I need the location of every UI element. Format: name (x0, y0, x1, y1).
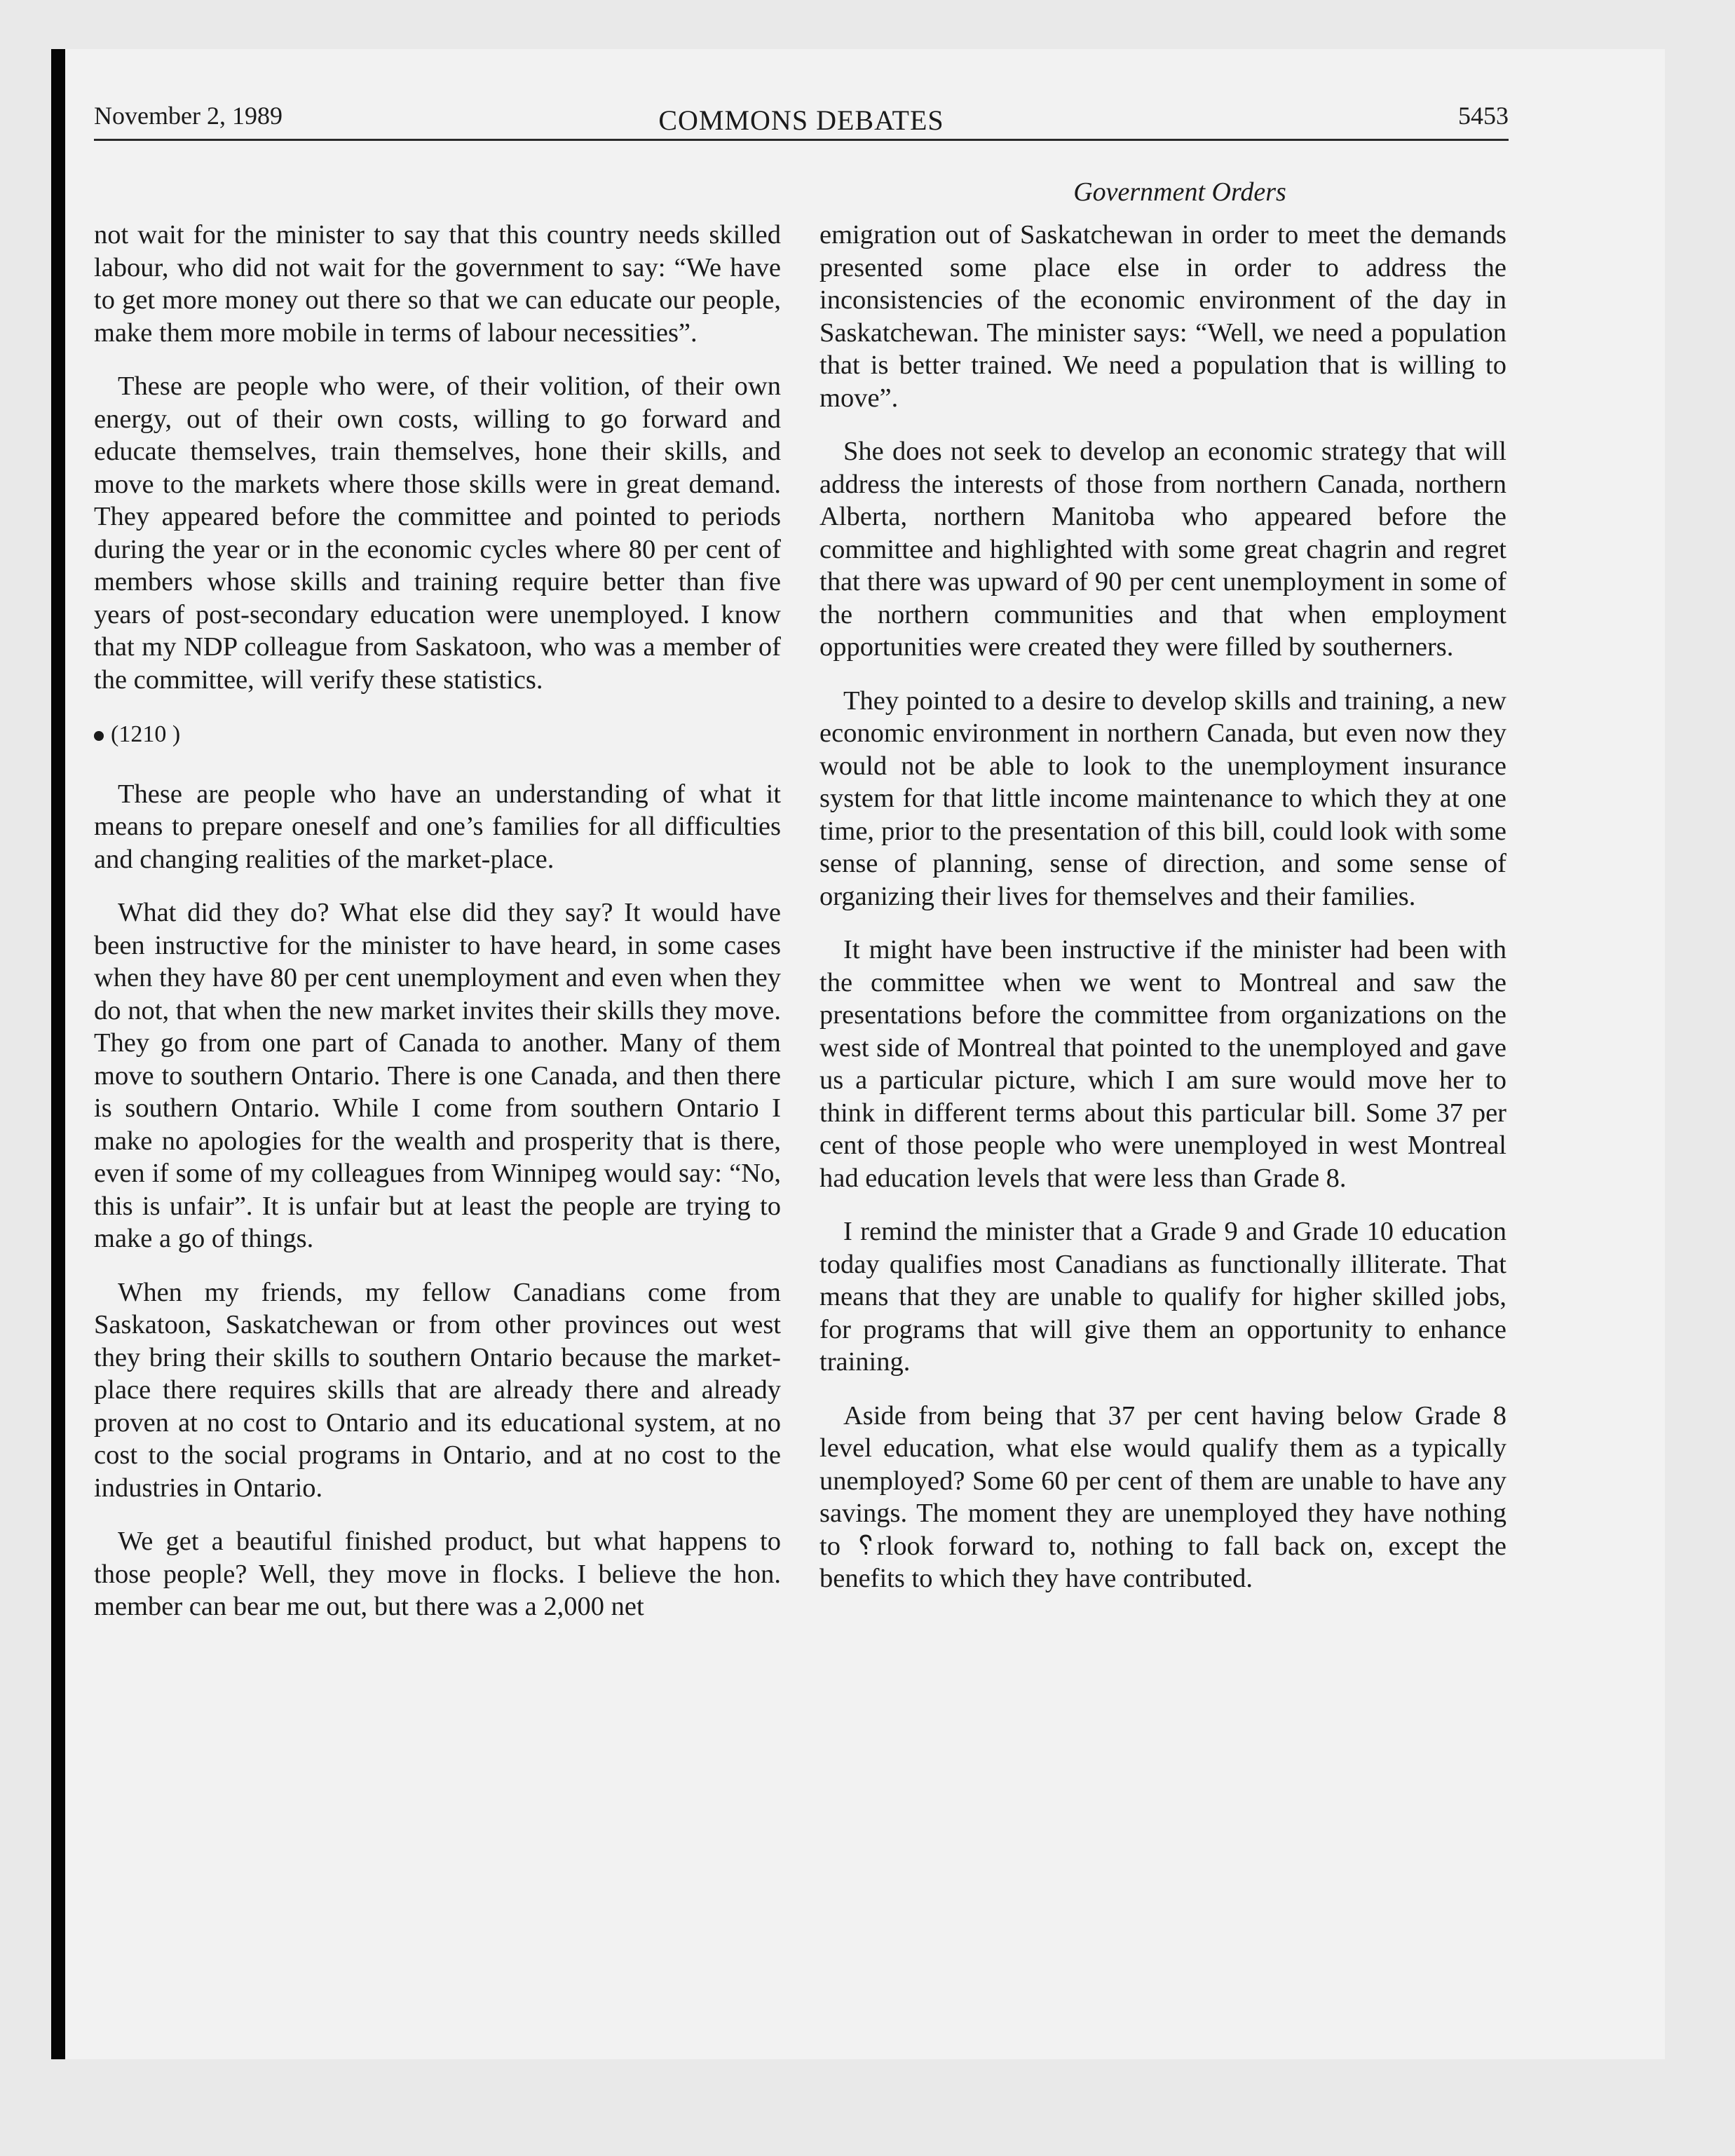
scan-edge-bar (51, 49, 65, 2059)
section-title: Government Orders (1073, 177, 1286, 207)
paragraph: These are people who were, of their volition, of their own energy, out of their own costs, willing to go forward and educate themselves, train themselves, hone their skills, and move to the markets where those skills were in great demand. They appeared before the committee and pointed to periods during the year or in the economic cycles where 80 per cent of members whose skills and training require better than five years of post-secondary education were unemployed. I know that my NDP colleague from Saskatoon, who was a member of the committee, will verify these statistics. (94, 371, 781, 695)
paragraph: We get a beautiful finished product, but what happens to those people? Well, they move in flocks. I believe the hon. member can bear me out, but there was a 2,000 net (94, 1527, 781, 1621)
paragraph: They pointed to a desire to develop skills and training, a new economic environment in northern Canada, but even now they would not be able to look to the unemployment insurance system for that little income maintenance to which they at one time, prior to the presentation of this bill, could look with some sense of planning, sense of direction, and some sense of organizing their lives for themselves and their families. (819, 685, 1506, 911)
header-title: COMMONS DEBATES (658, 104, 944, 136)
paragraph: When my friends, my fellow Canadians come from Saskatoon, Saskatchewan or from other provinces out west they bring their skills to southern Ontario because the market-place there requires skills that are already there and already proven at no cost to Ontario and its educational system, at no cost to the social programs in Ontario, and at no cost to the industries in Ontario. (94, 1277, 781, 1503)
paragraph: These are people who have an understanding of what it means to prepare oneself and one’s families for all difficulties and changing realities of the market-place. (94, 779, 781, 874)
paragraph: What did they do? What else did they say? It would have been instructive for the minister to have heard, in some cases when they have 80 per cent unemployment and even when they do not, that when the new market invites their skills they move. They go from one part of Canada to another. Many of them move to southern Ontario. There is one Canada, and then there is southern Ontario. While I come from southern Ontario I make no apologies for the wealth and prosperity that is there, even if some of my colleagues from Winnipeg would say: “No, this is unfair”. It is unfair but at least the people are trying to make a go of things. (94, 898, 781, 1253)
header-page-number: 5453 (1458, 102, 1509, 130)
page-header (94, 98, 1509, 141)
left-column (94, 219, 781, 1623)
paragraph: She does not seek to develop an economic strategy that will address the interests of those from northern Canada, northern Alberta, northern Manitoba who appeared before the committee and highlighted with some great chagrin and regret that there was upward of 90 per cent unemployment in some of the northern communities and that when employment opportunities were created they were filled by southerners. (819, 437, 1506, 662)
time-marker-label: (1210 ) (111, 721, 181, 747)
header-date: November 2, 1989 (94, 102, 283, 130)
right-column (819, 219, 1506, 1595)
paragraph: I remind the minister that a Grade 9 and Grade 10 education today qualifies most Canadians as functionally illiterate. That means that they are unable to qualify for higher skilled jobs, for programs that will give them an opportunity to enhance training. (819, 1217, 1506, 1377)
paragraph: It might have been instructive if the minister had been with the committee when we went to Montreal and saw the presentations before the committee from organizations on the west side of Montreal that pointed to the unemployed and gave us a particular picture, which I am sure would move her to think in different terms about this particular bill. Some 37 per cent of those people who were unemployed in west Montreal had education levels that were less than Grade 8. (819, 935, 1506, 1193)
time-marker (94, 718, 781, 751)
paragraph: not wait for the minister to say that this country needs skilled labour, who did not wait for the government to say: “We have to get more money out there so that we can educate our people, make them more mobile in terms of labour necessities”. (94, 220, 781, 348)
paragraph: Aside from being that 37 per cent having below Grade 8 level education, what else would qualify them as a typically unemployed? Some 60 per cent of them are unable to have any savings. The moment they are unemployed they have nothing to ␦rlook forward to, nothing to fall back on, except the benefits to which they have contributed. (819, 1400, 1506, 1593)
bullet-icon (94, 731, 104, 741)
paragraph: emigration out of Saskatchewan in order to meet the demands presented some place else in order to address the inconsistencies of the economic environment of the day in Saskatchewan. The minister says: “Well, we need a population that is better trained. We need a population that is willing to move”. (819, 220, 1506, 413)
